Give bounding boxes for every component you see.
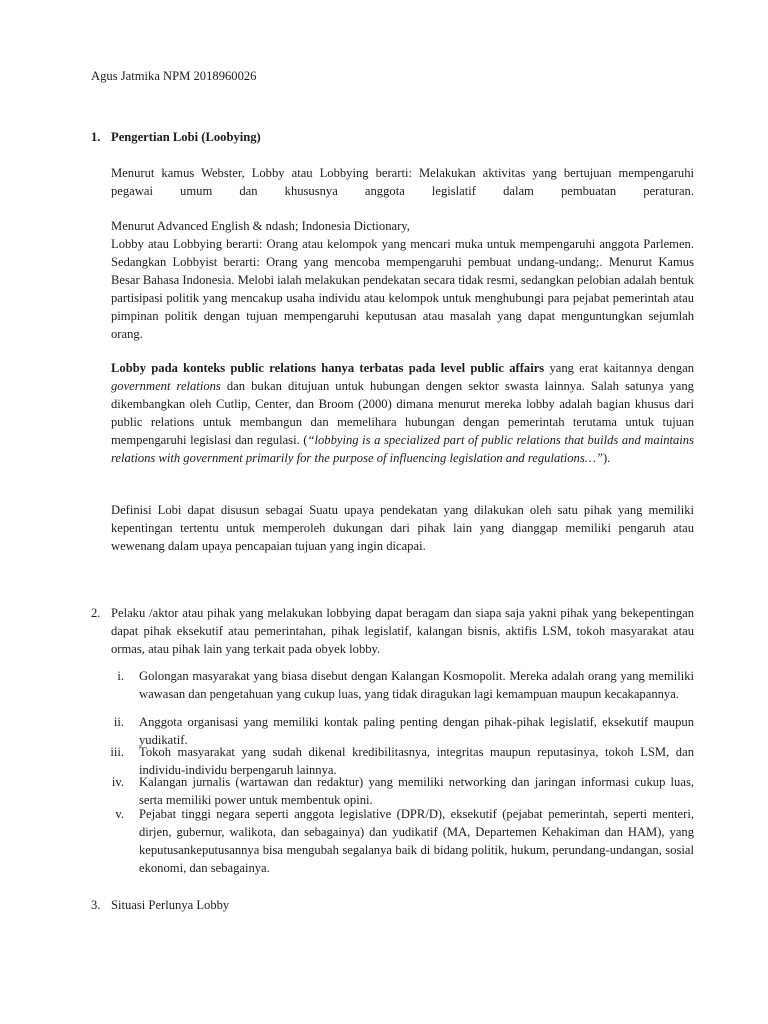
list-item <box>91 805 694 877</box>
list-item-text: Anggota organisasi yang memiliki kontak paling penting dengan pihak-pihak legislatif, eksekutif maupun yudikatif. <box>139 715 694 747</box>
section-2-number <box>91 604 111 622</box>
section-2-number-label: 2. <box>91 606 101 620</box>
list-item-text: Golongan masyarakat yang biasa disebut dengan Kalangan Kosmopolit. Mereka adalah orang yang memiliki wawasan dan pengetahuan yang cukup luas, yang tidak diragukan lagi kemampuan maupun kecakapannya. <box>139 669 694 701</box>
section-3-title: Situasi Perlunya Lobby <box>111 898 230 912</box>
section-3-heading <box>91 896 229 914</box>
paragraph-3-text-c: ). <box>602 451 611 465</box>
list-item <box>91 667 694 703</box>
section-1-number: 1. <box>91 130 101 144</box>
list-item <box>91 773 694 809</box>
section-1-paragraph-3 <box>111 359 694 467</box>
section-2-text: Pelaku /aktor atau pihak yang melakukan lobbying dapat beragam dan siapa saja yakni pihak yang bekepentingan dapat pihak eksekutif atau pemerintahan, pihak legislatif, kalangan bisnis, aktifis LSM, tokoh masyarakat atau ormas, atau pihak lain yang terkait pada obyek lobby. <box>111 606 694 656</box>
list-item-text: Kalangan jurnalis (wartawan dan redaktur) yang memiliki networking dan jaringan informasi cukup luas, serta memiliki power untuk membentuk opini. <box>139 775 694 807</box>
author-line: Agus Jatmika NPM 2018960026 <box>91 69 257 83</box>
list-item-number: i. <box>117 669 124 683</box>
section-3-number: 3. <box>91 898 101 912</box>
list-item-number: iv. <box>111 775 124 789</box>
section-1-title: Pengertian Lobi (Loobying) <box>111 130 261 144</box>
paragraph-3-text-b: dan bukan ditujuan untuk hubungan dengen sektor swasta lainnya. Salah satunya yang dikembangkan oleh Cutlip, Center, dan Broom (2000) dimana menurut mereka lobby adalah bagian khusus dari public relations untuk membangun dan memelihara hubungan dengan pemerintah terutama untuk tujuan mempengaruhi legislasi dan regulasi. ( <box>111 379 694 447</box>
paragraph-3-italic-quote: “lobbying is a specialized part of public relations that builds and maintains relations with government primarily for the purpose of influencing legislation and regulations…” <box>111 433 694 465</box>
list-item-number: iii. <box>110 745 124 759</box>
paragraph-3-text-a: yang erat kaitannya dengan <box>544 361 694 375</box>
list-item-number: ii. <box>113 715 124 729</box>
section-1-paragraph-1: Menurut kamus Webster, Lobby atau Lobbying berarti: Melakukan aktivitas yang bertujuan mempengaruhi pegawai umum dan khususnya anggota legislatif dalam pembuatan peraturan. <box>111 166 694 198</box>
section-1-paragraph-2: Lobby atau Lobbying berarti: Orang atau kelompok yang mencari muka untuk mempengaruhi anggota Parlemen. Sedangkan Lobbyist berarti: Orang yang mencoba mempengaruhi pembuat undang-undang;. Menurut Kamus Besar Bahasa Indonesia. Melobi ialah melakukan pendekatan secara tidak resmi, sedangkan pelobian adalah bentuk partisipasi politik yang mencakup usaha individu atau kelompok untuk menghubungi para pejabat pemerintah atau pimpinan politik dengan tujuan mempengaruhi keputusan atau masalah yang dapat menguntungkan sejumlah orang. <box>111 237 694 341</box>
list-item-number: v. <box>115 807 124 821</box>
list-item-text: Tokoh masyarakat yang sudah dikenal kredibilitasnya, integritas maupun reputasinya, tokoh LSM, dan individu-individu berpengaruh lainnya. <box>139 745 694 777</box>
section-1-paragraph-4: Definisi Lobi dapat disusun sebagai Suatu upaya pendekatan yang dilakukan oleh satu pihak yang memiliki kepentingan tertentu untuk memperoleh dukungan dari pihak lain yang dianggap memiliki pengaruh atau wewenang dalam upaya pencapaian tujuan yang ingin dicapai. <box>111 503 694 553</box>
paragraph-3-italic-term: government relations <box>111 379 221 393</box>
section-1-paragraph-2-line-1: Menurut Advanced English & ndash; Indonesia Dictionary, <box>111 219 410 233</box>
paragraph-3-bold-lead: Lobby pada konteks public relations hanya terbatas pada level public affairs <box>111 361 545 375</box>
section-1-heading <box>91 128 261 146</box>
list-item-text: Pejabat tinggi negara seperti anggota legislative (DPR/D), eksekutif (pejabat pemerintah, seperti menteri, dirjen, gubernur, walikota, dan sebagainya) dan yudikatif (MA, Departemen Kehakiman dan HAM), yang keputusankeputusannya bisa mengubah segalanya baik di bidang politik, hukum, perundang-undangan, sosial ekonomi, dan sebagainya. <box>139 807 694 875</box>
